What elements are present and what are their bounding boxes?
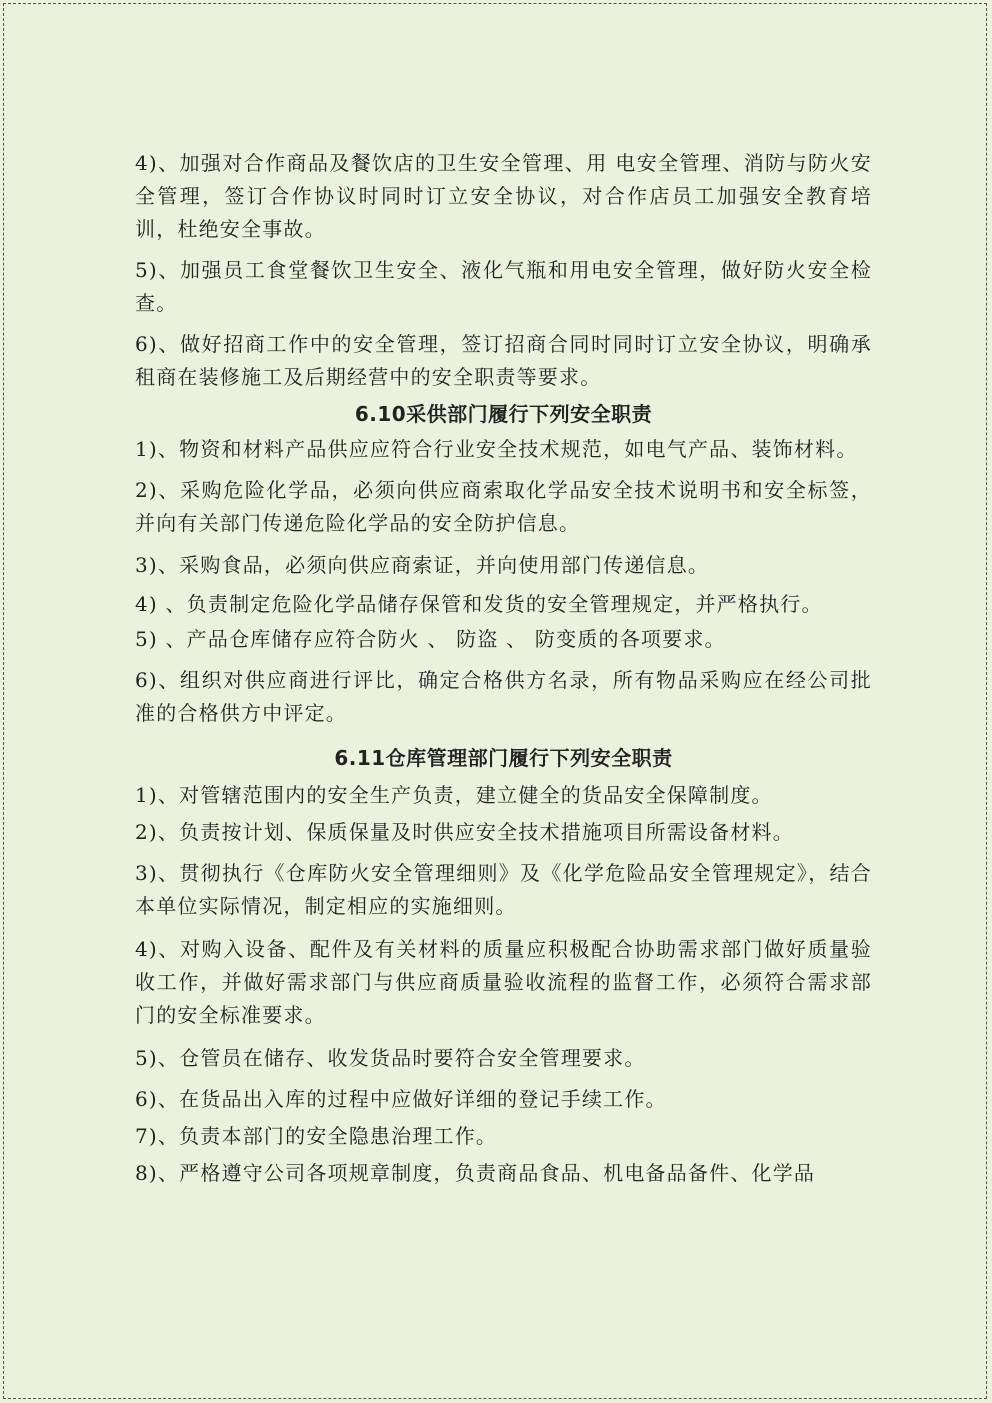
paragraph-6-11-item-3: 3)、贯彻执行《仓库防火安全管理细则》及《化学危险品安全管理规定》，结合本单位实际情况，制定相应的实施细则。 [135,861,872,918]
paragraph-6-10-item-3: 3)、采购食品，必须向供应商索证，并向使用部门传递信息。 [135,553,710,577]
document-page [135,147,872,1190]
paragraph-6-9-item-5: 5)、加强员工食堂餐饮卫生安全、液化气瓶和用电安全管理，做好防火安全检查。 [135,258,872,315]
paragraph-6-9-item-4: 4)、加强对合作商品及餐饮店的卫生安全管理、用 电安全管理、消防与防火安全管理，签订合作协议时同时订立安全协议，对合作店员工加强安全教育培训，杜绝安全事故。 [135,151,872,241]
paragraph-6-11-item-2: 2)、负责按计划、保质保量及时供应安全技术措施项目所需设备材料。 [135,820,794,844]
paragraph-6-11-item-6: 6)、在货品出入库的过程中应做好详细的登记手续工作。 [135,1087,667,1111]
paragraph-6-9-item-6: 6)、做好招商工作中的安全管理，签订招商合同时同时订立安全协议，明确承租商在装修施工及后期经营中的安全职责等要求。 [135,332,872,389]
paragraph-6-11-item-4: 4)、对购入设备、配件及有关材料的质量应积极配合协助需求部门做好质量验收工作，并做好需求部门与供应商质量验收流程的监督工作，必须符合需求部门的安全标准要求。 [135,937,872,1027]
paragraph-6-10-item-4: 4) 、负责制定危险化学品储存保管和发货的安全管理规定，并严格执行。 [135,592,823,616]
section-6-11-title: 6.11仓库管理部门履行下列安全职责 [334,746,673,770]
section-6-10-title: 6.10采供部门履行下列安全职责 [354,402,653,426]
paragraph-6-10-item-2: 2)、采购危险化学品，必须向供应商索取化学品安全技术说明书和安全标签，并向有关部门传递危险化学品的安全防护信息。 [135,478,872,535]
paragraph-6-10-item-6: 6)、组织对供应商进行评比，确定合格供方名录，所有物品采购应在经公司批准的合格供方中评定。 [135,668,872,725]
paragraph-6-11-item-8: 8)、严格遵守公司各项规章制度，负责商品食品、机电备品备件、化学品 [135,1161,816,1185]
paragraph-6-11-item-1: 1)、对管辖范围内的安全生产负责，建立健全的货品安全保障制度。 [135,783,773,807]
paragraph-6-11-item-7: 7)、负责本部门的安全隐患治理工作。 [135,1124,498,1148]
paragraph-6-10-item-5: 5) 、产品仓库储存应符合防火 、 防盗 、 防变质的各项要求。 [135,627,726,651]
paragraph-6-11-item-5: 5)、仓管员在储存、收发货品时要符合安全管理要求。 [135,1046,646,1070]
paragraph-6-10-item-1: 1)、物资和材料产品供应应符合行业安全技术规范，如电气产品、装饰材料。 [135,437,858,461]
